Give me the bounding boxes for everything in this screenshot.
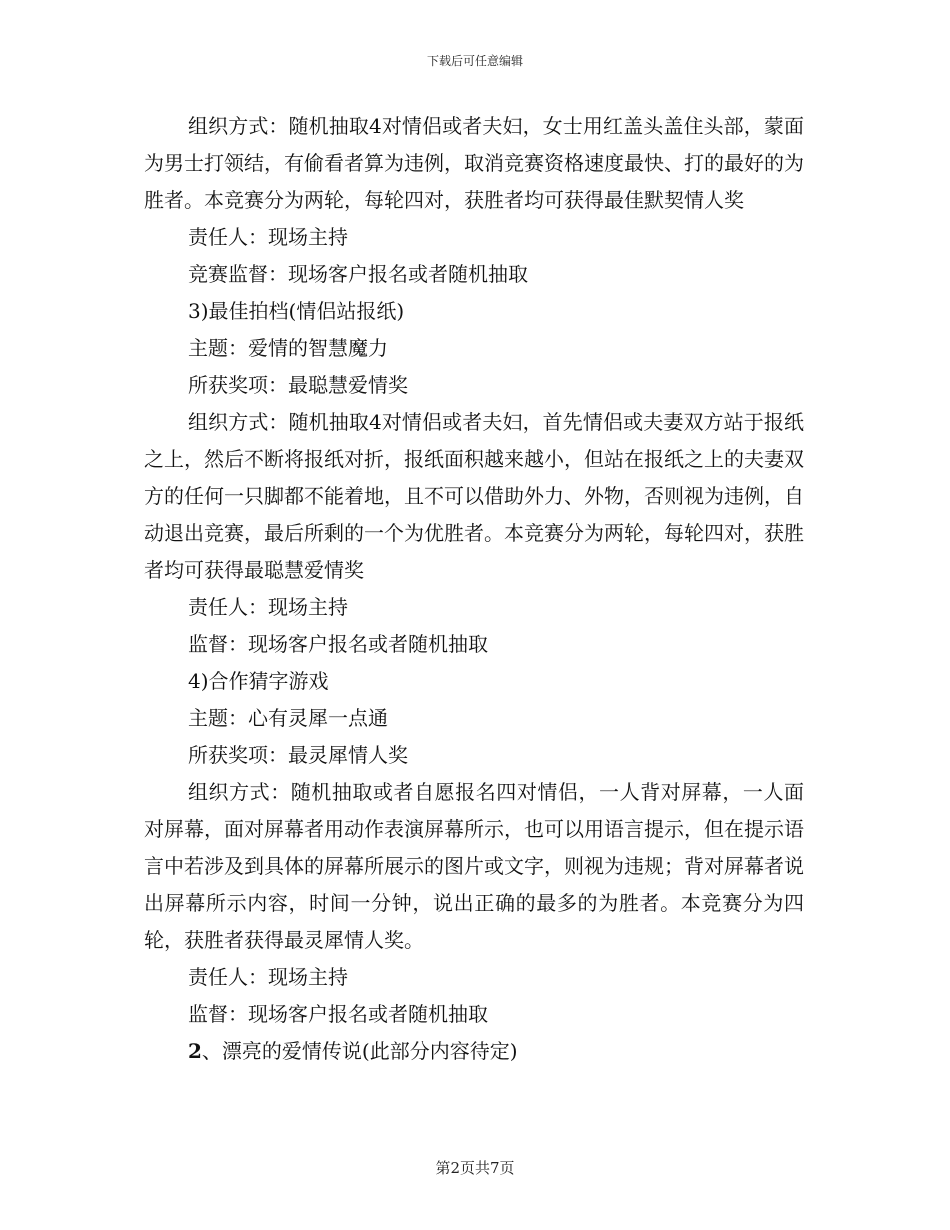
heading-word-guessing: 4)合作猜字游戏 bbox=[188, 669, 329, 693]
paragraph-supervision-3: 监督：现场客户报名或者随机抽取 bbox=[188, 1002, 488, 1026]
paragraph-organization-3: 组织方式：随机抽取或者自愿报名四对情侣，一人背对屏幕，一人面对屏幕，面对屏幕者用动作表演屏幕所示，也可以用语言提示，但在提示语言中若涉及到具体的屏幕所展示的图片或文字，则视为违规；背对屏幕者说出屏幕所示内容，时间一分钟，说出正确的最多的为胜者。本竞赛分为四轮，获胜者获得最灵犀情人奖。 bbox=[144, 780, 804, 952]
section-number: 2 bbox=[188, 1039, 202, 1063]
paragraph-responsible-1: 责任人：现场主持 bbox=[188, 225, 348, 249]
paragraph-theme-2: 主题：心有灵犀一点通 bbox=[188, 706, 388, 730]
paragraph-supervision-2: 监督：现场客户报名或者随机抽取 bbox=[188, 632, 488, 656]
section-heading-love-legend bbox=[144, 1033, 804, 1070]
paragraph-responsible-3: 责任人：现场主持 bbox=[188, 965, 348, 989]
document-body bbox=[144, 108, 804, 1070]
section-title: 、漂亮的爱情传说(此部分内容待定) bbox=[201, 1039, 518, 1063]
paragraph-theme-1: 主题：爱情的智慧魔力 bbox=[188, 336, 388, 360]
paragraph-responsible-2: 责任人：现场主持 bbox=[188, 595, 348, 619]
paragraph-organization-2: 组织方式：随机抽取4对情侣或者夫妇，首先情侣或夫妻双方站于报纸之上，然后不断将报纸对折，报纸面积越来越小，但站在报纸之上的夫妻双方的任何一只脚都不能着地，且不可以借助外力、外物，否则视为违例，自动退出竞赛，最后所剩的一个为优胜者。本竞赛分为两轮，每轮四对，获胜者均可获得最聪慧爱情奖 bbox=[144, 410, 804, 582]
heading-best-partner: 3)最佳拍档(情侣站报纸) bbox=[188, 299, 405, 323]
paragraph-supervision-1: 竞赛监督：现场客户报名或者随机抽取 bbox=[188, 262, 528, 286]
paragraph-award-2: 所获奖项：最灵犀情人奖 bbox=[188, 743, 408, 767]
page-footer: 第2页共7页 bbox=[435, 1159, 515, 1177]
page-header: 下载后可任意编辑 bbox=[426, 54, 523, 68]
paragraph-award-1: 所获奖项：最聪慧爱情奖 bbox=[188, 373, 408, 397]
paragraph-organization-1: 组织方式：随机抽取4对情侣或者夫妇，女士用红盖头盖住头部，蒙面为男士打领结，有偷看者算为违例，取消竞赛资格速度最快、打的最好的为胜者。本竞赛分为两轮，每轮四对，获胜者均可获得最佳默契情人奖 bbox=[144, 114, 804, 212]
